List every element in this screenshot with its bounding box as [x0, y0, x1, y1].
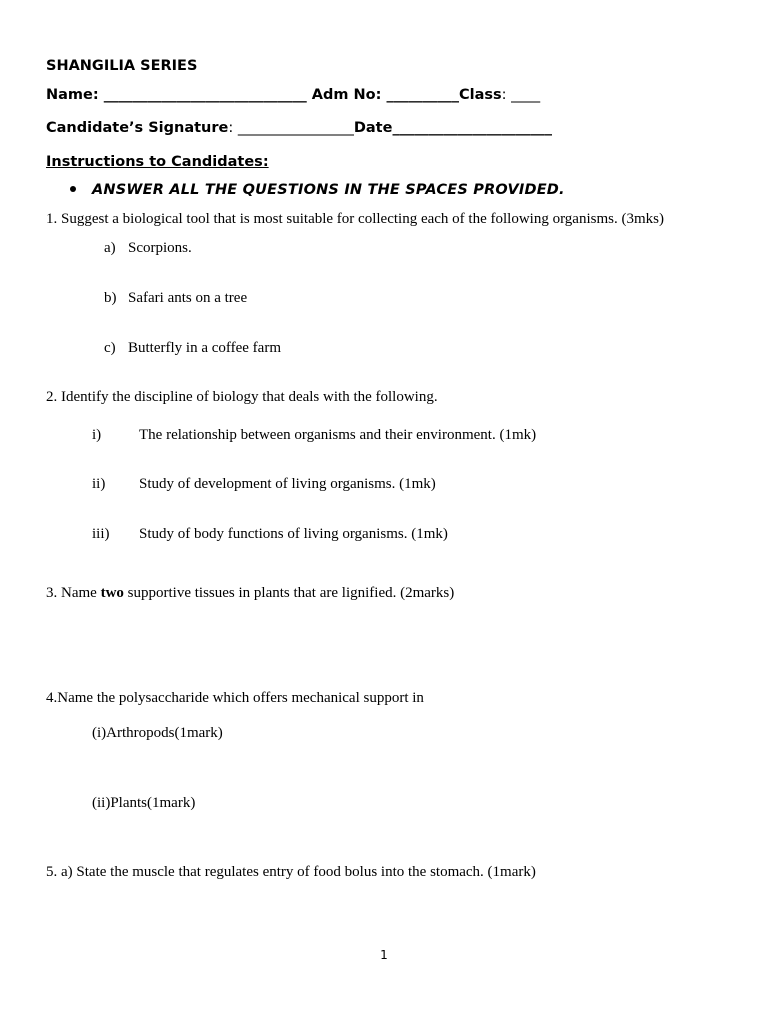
q1-item-c-text: Butterfly in a coffee farm [128, 340, 281, 356]
q1-item-c-marker: c) [104, 340, 116, 356]
adm-label: Adm No: [311, 87, 382, 103]
q2-item-i [92, 427, 536, 444]
question-1: 1. Suggest a biological tool that is most suitable for collecting each of the following organisms. (3mks) [46, 211, 664, 227]
class-blank[interactable]: : ____ [501, 87, 541, 103]
q1-item-a [104, 240, 192, 257]
name-label: Name: [46, 87, 99, 103]
q3-emphasis: two [100, 585, 124, 601]
instruction-text: ANSWER ALL THE QUESTIONS IN THE SPACES PROVIDED. [92, 182, 565, 198]
q4-item-ii: (ii)Plants(1mark) [92, 795, 196, 811]
question-5: 5. a) State the muscle that regulates entry of food bolus into the stomach. (1mark) [46, 864, 536, 880]
instructions-heading: Instructions to Candidates: [46, 154, 269, 170]
signature-line [46, 120, 552, 136]
q2-item-ii [92, 476, 436, 493]
date-blank[interactable]: ______________________ [392, 120, 552, 136]
q2-item-iii-text: Study of body functions of living organisms. (1mk) [139, 526, 448, 542]
signature-blank[interactable]: : ________________ [228, 120, 354, 136]
date-label: Date [353, 120, 393, 136]
instruction-item [70, 182, 565, 198]
q1-item-b-marker: b) [104, 290, 117, 306]
q1-item-a-marker: a) [104, 240, 116, 256]
q1-item-b [104, 290, 247, 307]
q1-item-a-text: Scorpions. [128, 240, 192, 256]
page-number: 1 [380, 948, 388, 962]
adm-blank[interactable]: __________ [381, 87, 459, 103]
question-4: 4.Name the polysaccharide which offers mechanical support in [46, 690, 424, 706]
q1-item-c [104, 340, 281, 357]
signature-label: Candidate’s Signature [46, 120, 229, 136]
q2-item-i-text: The relationship between organisms and their environment. (1mk) [139, 427, 537, 443]
q2-item-i-marker: i) [92, 427, 102, 443]
q3-pre: 3. Name [46, 585, 101, 601]
q2-item-iii [92, 526, 448, 543]
series-title: SHANGILIA SERIES [46, 58, 198, 74]
q1-item-b-text: Safari ants on a tree [128, 290, 248, 306]
q3-post: supportive tissues in plants that are lignified. (2marks) [123, 585, 455, 601]
q2-item-ii-marker: ii) [92, 476, 106, 492]
name-blank[interactable]: ____________________________ [98, 87, 312, 103]
q2-item-ii-text: Study of development of living organisms. (1mk) [139, 476, 436, 492]
question-2: 2. Identify the discipline of biology that deals with the following. [46, 389, 438, 405]
q2-item-iii-marker: iii) [92, 526, 110, 542]
class-label: Class [459, 87, 502, 103]
q4-item-i: (i)Arthropods(1mark) [92, 725, 223, 741]
bullet-icon [70, 186, 76, 192]
question-3 [46, 585, 454, 602]
name-line [46, 87, 540, 103]
